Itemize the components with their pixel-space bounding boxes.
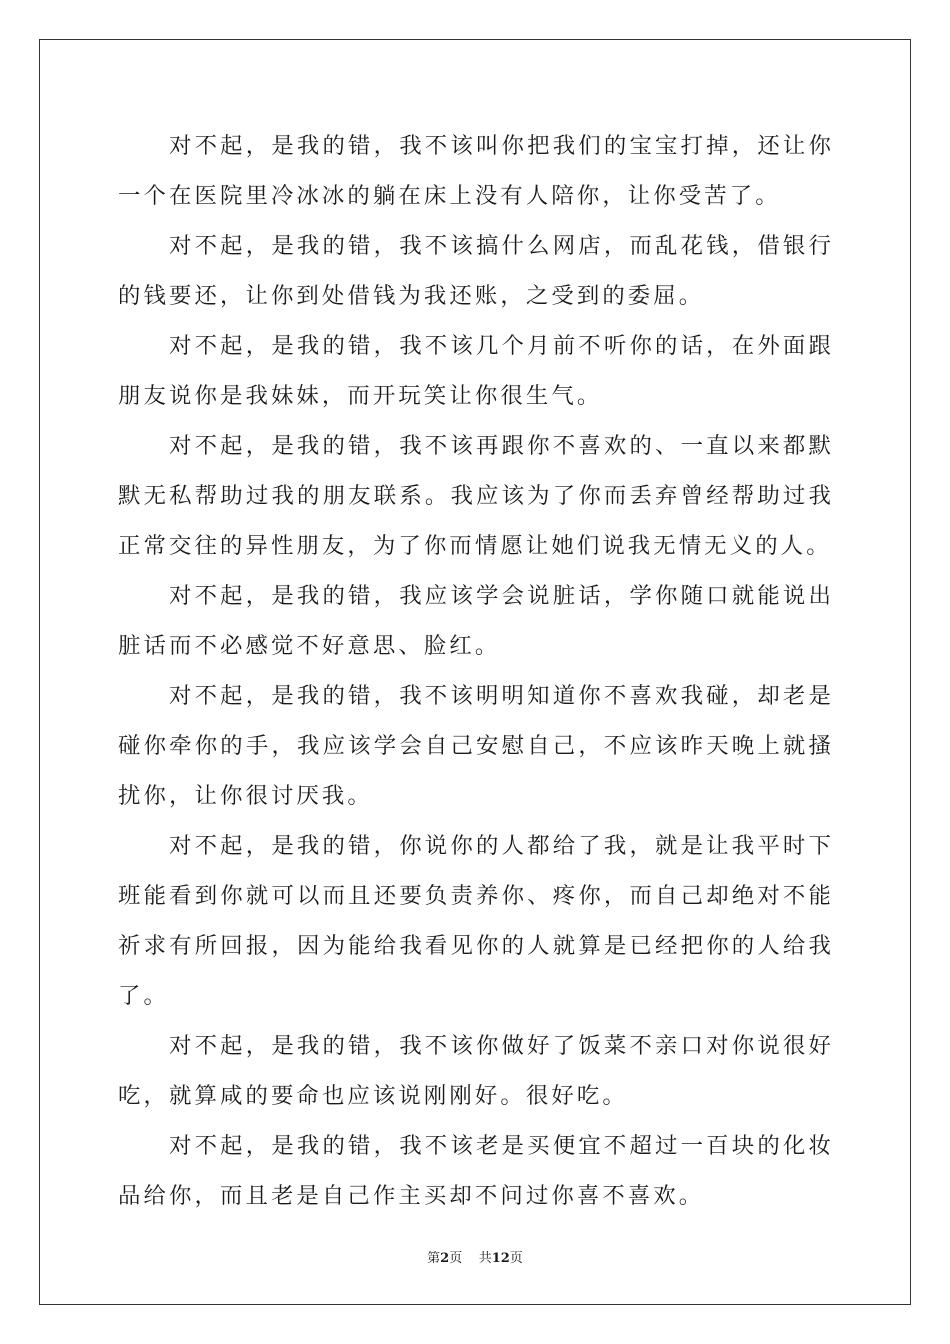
page-footer: [0, 1247, 950, 1266]
total-pages: 12: [491, 1251, 510, 1266]
paragraph: 对不起，是我的错，我不该你做好了饭菜不亲口对你说很好吃，就算咸的要命也应该说刚刚好。很好吃。: [118, 1033, 834, 1109]
total-prefix: 共: [478, 1251, 492, 1266]
paragraph: 对不起，是我的错，你说你的人都给了我，就是让我平时下班能看到你就可以而且还要负责养你、疼你，而自己却绝对不能祈求有所回报，因为能给我看见你的人就算是已经把你的人给我了。: [118, 833, 834, 1009]
paragraph: 对不起，是我的错，我不该再跟你不喜欢的、一直以来都默默无私帮助过我的朋友联系。我应该为了你而丢弃曾经帮助过我正常交往的异性朋友，为了你而情愿让她们说我无情无义的人。: [118, 433, 834, 559]
paragraph: 对不起，是我的错，我不该叫你把我们的宝宝打掉，还让你一个在医院里冷冰冰的躺在床上没有人陪你，让你受苦了。: [118, 133, 834, 209]
page-prefix: 第: [427, 1251, 441, 1266]
document-body: [118, 121, 834, 1221]
paragraph: 对不起，是我的错，我不该老是买便宜不超过一百块的化妆品给你，而且老是自己作主买却不问过你喜不喜欢。: [118, 1133, 834, 1209]
paragraph: 对不起，是我的错，我不该明明知道你不喜欢我碰，却老是碰你牵你的手，我应该学会自己安慰自己，不应该昨天晚上就搔扰你，让你很讨厌我。: [118, 683, 834, 809]
paragraph: 对不起，是我的错，我不该几个月前不听你的话，在外面跟朋友说你是我妹妹，而开玩笑让你很生气。: [118, 333, 834, 409]
page-suffix: 页: [449, 1251, 463, 1266]
paragraph: 对不起，是我的错，我不该搞什么网店，而乱花钱，借银行的钱要还，让你到处借钱为我还账，之受到的委屈。: [118, 233, 834, 309]
paragraph: 对不起，是我的错，我应该学会说脏话，学你随口就能说出脏话而不必感觉不好意思、脸红。: [118, 583, 834, 659]
page-number: 2: [440, 1251, 450, 1266]
total-suffix: 页: [509, 1251, 523, 1266]
